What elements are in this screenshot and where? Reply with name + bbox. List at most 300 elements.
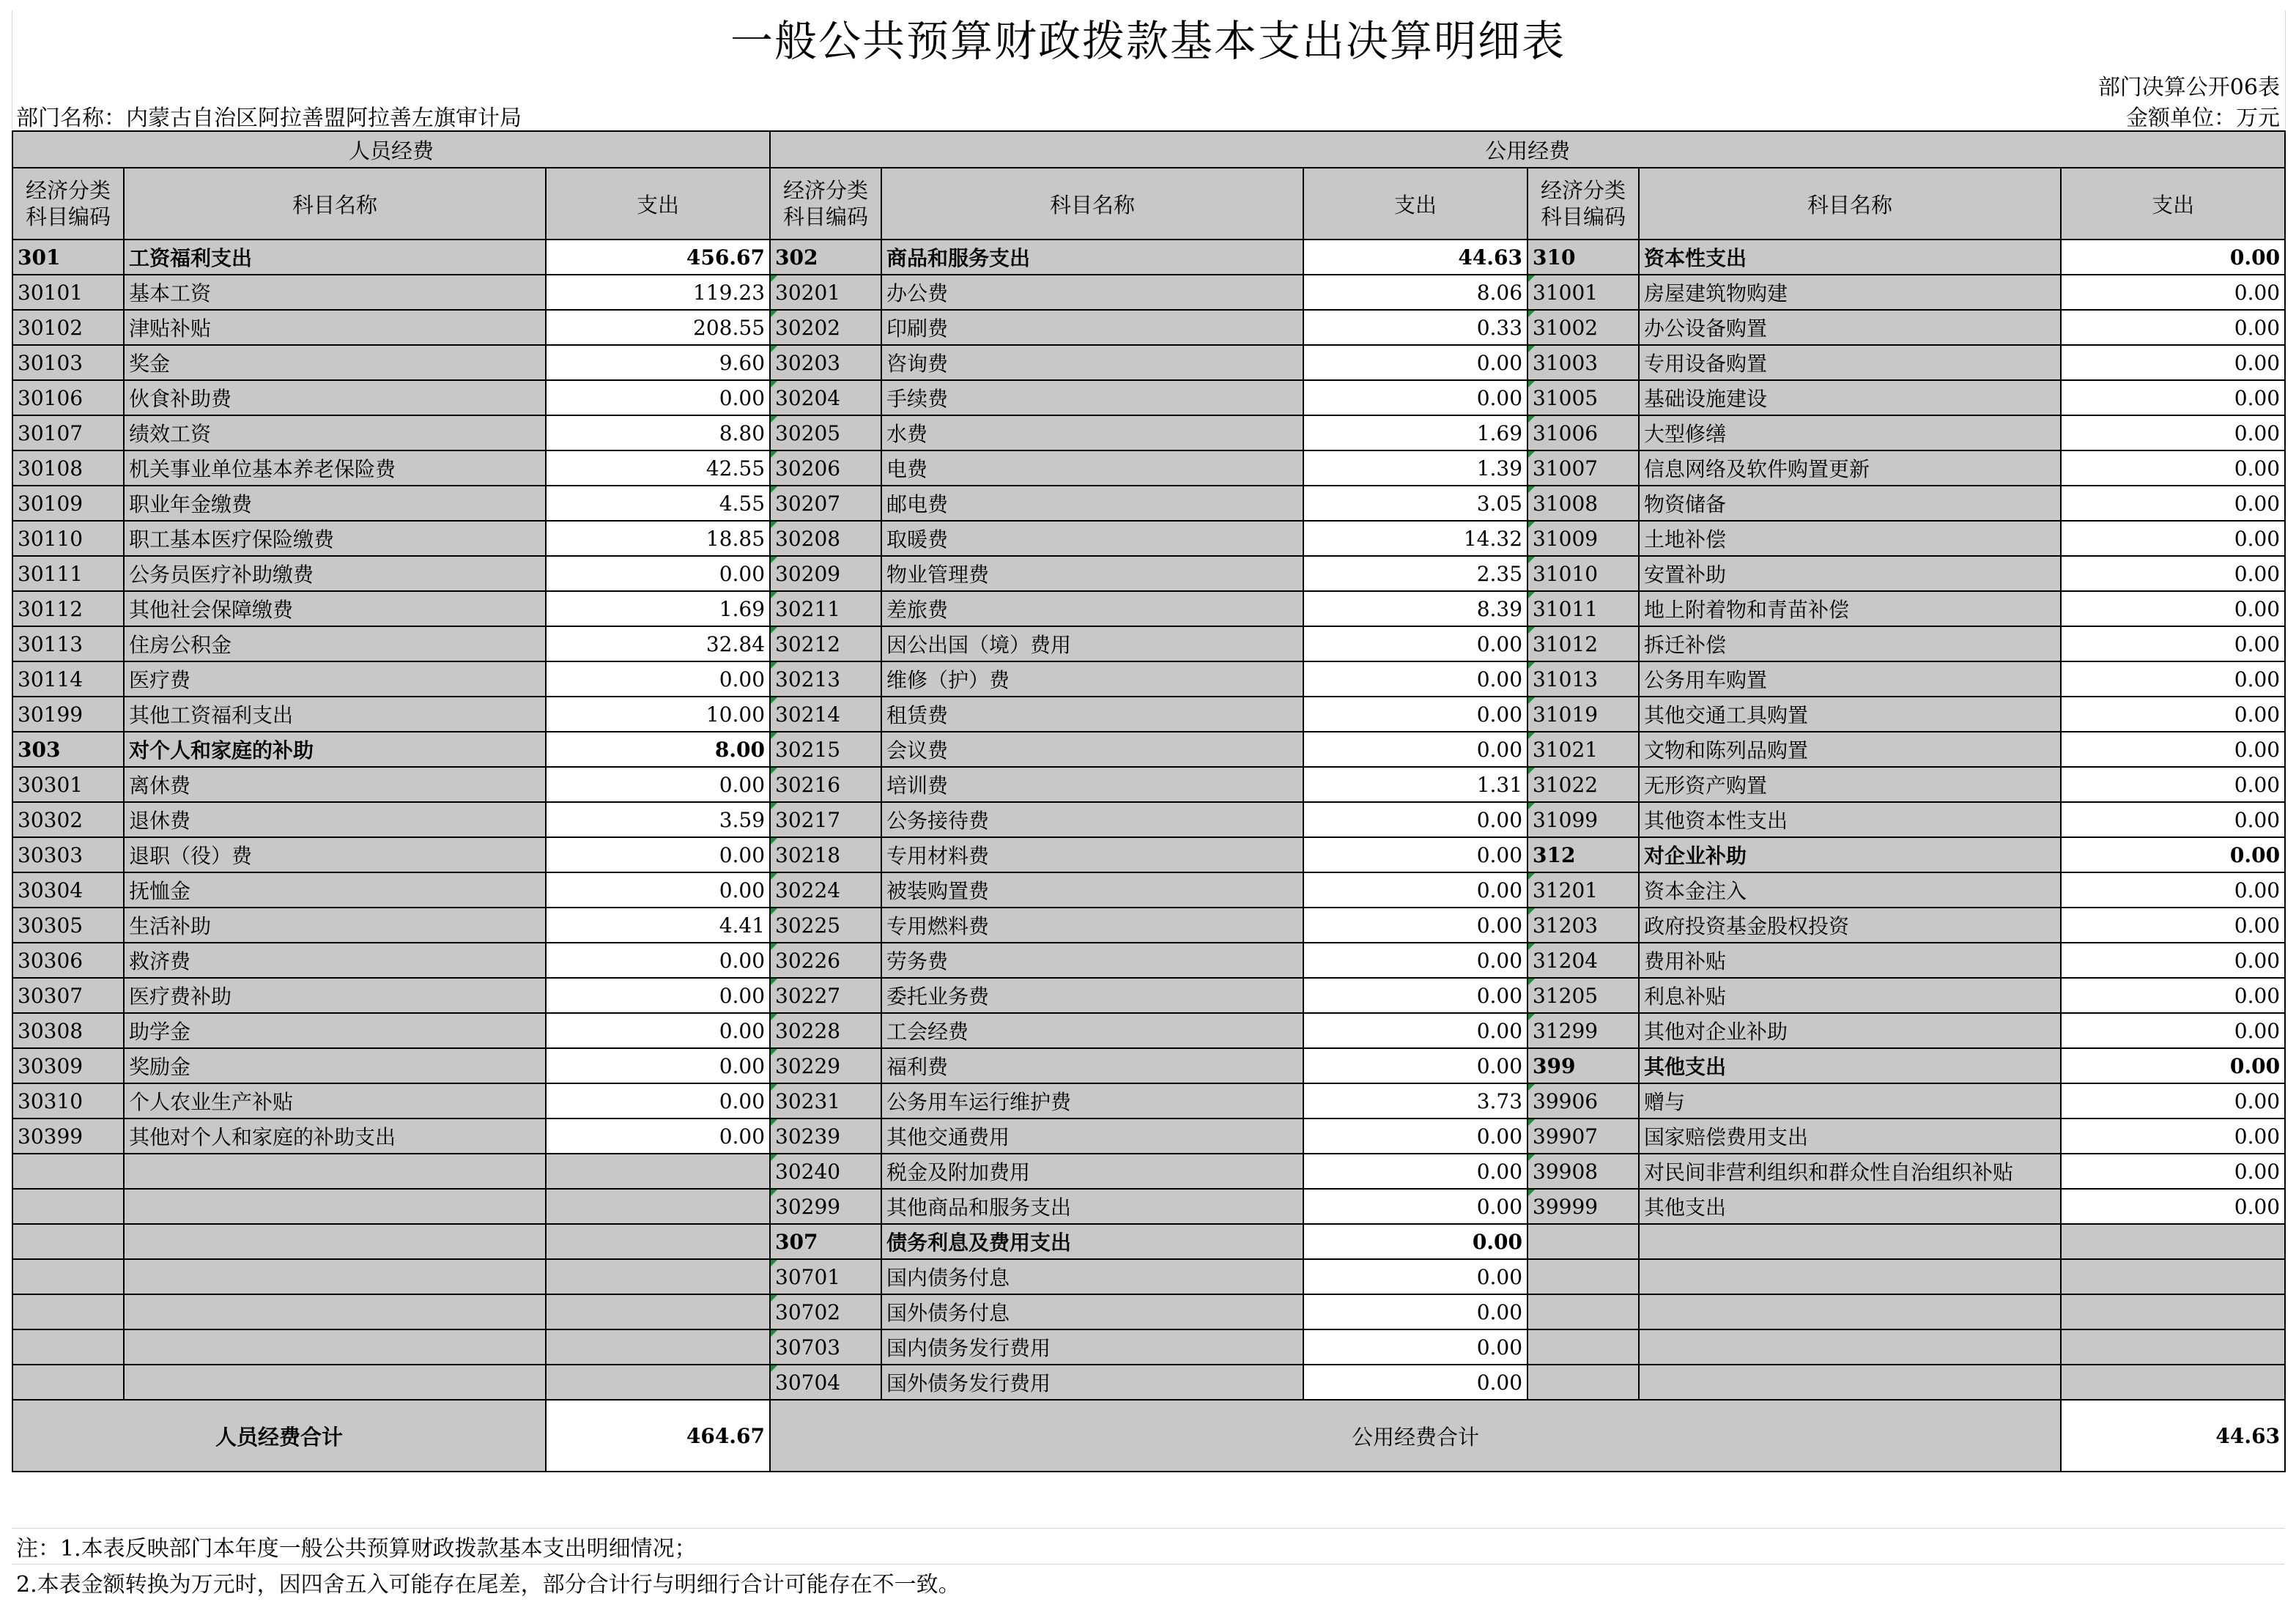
amount-cell: 0.00	[546, 978, 770, 1013]
code-cell: 30228	[770, 1013, 881, 1048]
table-row	[12, 1013, 2285, 1048]
table-row	[12, 697, 2285, 732]
table-row	[12, 1083, 2285, 1119]
name-cell: 对民间非营利组织和群众性自治组织补贴	[1639, 1154, 2061, 1189]
code-cell: 30216	[770, 767, 881, 802]
name-cell: 办公费	[881, 275, 1303, 310]
table-row	[12, 591, 2285, 626]
code-cell: 30213	[770, 661, 881, 697]
amount-cell: 0.00	[2061, 1048, 2285, 1083]
code-cell: 30206	[770, 450, 881, 486]
code-cell: 31203	[1527, 908, 1639, 943]
table-row	[12, 1259, 2285, 1294]
code-cell: 30112	[12, 591, 124, 626]
amount-cell: 0.00	[2061, 345, 2285, 380]
code-cell: 302	[770, 240, 881, 275]
amount-cell: 0.00	[1303, 1154, 1527, 1189]
name-cell: 劳务费	[881, 943, 1303, 978]
name-cell: 政府投资基金股权投资	[1639, 908, 2061, 943]
amount-cell: 0.00	[546, 556, 770, 591]
table-row	[12, 1329, 2285, 1365]
name-cell: 其他资本性支出	[1639, 802, 2061, 837]
amount-cell	[546, 1294, 770, 1329]
title-row	[12, 10, 2284, 64]
name-cell	[1639, 1259, 2061, 1294]
name-cell: 对企业补助	[1639, 837, 2061, 872]
name-cell	[124, 1294, 546, 1329]
personnel-total-value: 464.67	[546, 1400, 770, 1472]
name-cell: 其他工资福利支出	[124, 697, 546, 732]
code-cell: 31299	[1527, 1013, 1639, 1048]
amount-cell: 0.00	[1303, 345, 1527, 380]
amount-cell	[2061, 1224, 2285, 1259]
code-cell: 31005	[1527, 380, 1639, 415]
amount-cell: 0.00	[2061, 380, 2285, 415]
amount-cell: 0.00	[1303, 908, 1527, 943]
code-cell: 30102	[12, 310, 124, 345]
name-cell: 专用燃料费	[881, 908, 1303, 943]
name-cell: 医疗费	[124, 661, 546, 697]
name-cell: 基本工资	[124, 275, 546, 310]
amount-cell: 0.00	[1303, 1013, 1527, 1048]
table-number: 部门决算公开06表	[2097, 75, 2280, 100]
code-cell: 30204	[770, 380, 881, 415]
amount-cell: 0.00	[2061, 802, 2285, 837]
amount-cell: 0.00	[2061, 872, 2285, 908]
name-cell: 国家赔偿费用支出	[1639, 1119, 2061, 1154]
note-2: 2.本表金额转换为万元时，因四舍五入可能存在尾差，部分合计行与明细行合计可能存在不一致。	[12, 1564, 2284, 1600]
code-cell: 31099	[1527, 802, 1639, 837]
name-cell: 信息网络及软件购置更新	[1639, 450, 2061, 486]
public-total-label: 公用经费合计	[770, 1400, 2061, 1472]
code-cell	[1527, 1329, 1639, 1365]
code-cell: 31006	[1527, 415, 1639, 450]
amount-cell: 0.00	[2061, 591, 2285, 626]
name-cell: 机关事业单位基本养老保险费	[124, 450, 546, 486]
amount-cell: 0.00	[2061, 275, 2285, 310]
code-cell: 30304	[12, 872, 124, 908]
table-row	[12, 450, 2285, 486]
name-cell: 奖励金	[124, 1048, 546, 1083]
name-cell: 印刷费	[881, 310, 1303, 345]
name-cell: 水费	[881, 415, 1303, 450]
code-cell: 30310	[12, 1083, 124, 1119]
name-cell	[124, 1259, 546, 1294]
table-row	[12, 240, 2285, 275]
name-cell	[124, 1224, 546, 1259]
amount-cell: 42.55	[546, 450, 770, 486]
name-cell	[1639, 1294, 2061, 1329]
code-cell: 30103	[12, 345, 124, 380]
code-cell: 30211	[770, 591, 881, 626]
amount-cell	[546, 1259, 770, 1294]
amount-cell: 0.00	[1303, 1365, 1527, 1400]
code-cell: 31011	[1527, 591, 1639, 626]
code-cell: 30201	[770, 275, 881, 310]
name-cell: 退职（役）费	[124, 837, 546, 872]
name-cell: 办公设备购置	[1639, 310, 2061, 345]
name-cell	[124, 1365, 546, 1400]
code-cell: 307	[770, 1224, 881, 1259]
amount-cell: 0.00	[2061, 661, 2285, 697]
amount-cell	[546, 1154, 770, 1189]
amount-cell: 0.00	[2061, 240, 2285, 275]
personnel-header: 人员经费	[12, 131, 770, 168]
name-cell: 其他交通费用	[881, 1119, 1303, 1154]
amount-cell: 0.00	[1303, 380, 1527, 415]
name-cell: 助学金	[124, 1013, 546, 1048]
amount-cell: 0.00	[1303, 802, 1527, 837]
amount-cell: 0.00	[1303, 732, 1527, 767]
name-cell	[124, 1329, 546, 1365]
amount-cell: 0.00	[1303, 661, 1527, 697]
name-cell: 专用设备购置	[1639, 345, 2061, 380]
amount-cell: 0.00	[2061, 310, 2285, 345]
amount-cell: 0.00	[1303, 1119, 1527, 1154]
table-row	[12, 380, 2285, 415]
code-cell	[1527, 1224, 1639, 1259]
code-cell: 30209	[770, 556, 881, 591]
code-cell: 31007	[1527, 450, 1639, 486]
amount-cell: 0.00	[2061, 1189, 2285, 1224]
name-cell	[1639, 1365, 2061, 1400]
name-cell: 工资福利支出	[124, 240, 546, 275]
name-cell: 其他支出	[1639, 1189, 2061, 1224]
name-cell: 绩效工资	[124, 415, 546, 450]
name-cell: 其他对个人和家庭的补助支出	[124, 1119, 546, 1154]
code-cell: 30111	[12, 556, 124, 591]
table-row	[12, 1189, 2285, 1224]
code-cell: 31201	[1527, 872, 1639, 908]
name-cell: 奖金	[124, 345, 546, 380]
info-row	[12, 100, 2284, 132]
code-cell: 39908	[1527, 1154, 1639, 1189]
table-row	[12, 872, 2285, 908]
table-row	[12, 802, 2285, 837]
name-cell: 住房公积金	[124, 626, 546, 661]
name-cell: 工会经费	[881, 1013, 1303, 1048]
name-cell: 委托业务费	[881, 978, 1303, 1013]
name-cell: 其他支出	[1639, 1048, 2061, 1083]
amount-cell: 32.84	[546, 626, 770, 661]
table-row	[12, 837, 2285, 872]
name-cell: 会议费	[881, 732, 1303, 767]
code-cell: 31022	[1527, 767, 1639, 802]
code-cell: 30114	[12, 661, 124, 697]
code-cell: 31204	[1527, 943, 1639, 978]
code-cell: 30399	[12, 1119, 124, 1154]
code-cell: 31012	[1527, 626, 1639, 661]
name-header: 科目名称	[124, 168, 546, 240]
amount-cell: 0.00	[2061, 837, 2285, 872]
code-cell: 30218	[770, 837, 881, 872]
code-cell: 30109	[12, 486, 124, 521]
name-cell: 国外债务付息	[881, 1294, 1303, 1329]
name-cell: 其他交通工具购置	[1639, 697, 2061, 732]
name-cell: 咨询费	[881, 345, 1303, 380]
amount-cell: 9.60	[546, 345, 770, 380]
name-cell: 公务接待费	[881, 802, 1303, 837]
amount-cell: 0.00	[2061, 908, 2285, 943]
table-row	[12, 1294, 2285, 1329]
amount-cell: 0.00	[2061, 767, 2285, 802]
table-row	[12, 275, 2285, 310]
name-cell: 职工基本医疗保险缴费	[124, 521, 546, 556]
name-cell: 公务用车运行维护费	[881, 1083, 1303, 1119]
amount-cell: 0.00	[546, 872, 770, 908]
table-row	[12, 767, 2285, 802]
code-cell: 31001	[1527, 275, 1639, 310]
page-title: 一般公共预算财政拨款基本支出决算明细表	[730, 16, 1566, 66]
name-cell: 个人农业生产补贴	[124, 1083, 546, 1119]
code-cell: 30231	[770, 1083, 881, 1119]
table-row	[12, 1224, 2285, 1259]
code-cell: 31019	[1527, 697, 1639, 732]
code-cell: 30208	[770, 521, 881, 556]
table-row	[12, 978, 2285, 1013]
name-cell: 其他商品和服务支出	[881, 1189, 1303, 1224]
amount-cell	[546, 1189, 770, 1224]
table-row	[12, 626, 2285, 661]
amount-cell: 4.41	[546, 908, 770, 943]
totals-row	[12, 1400, 2285, 1472]
name-cell: 福利费	[881, 1048, 1303, 1083]
code-cell: 31013	[1527, 661, 1639, 697]
code-cell: 39999	[1527, 1189, 1639, 1224]
code-cell	[1527, 1294, 1639, 1329]
table-row	[12, 1048, 2285, 1083]
code-cell: 31009	[1527, 521, 1639, 556]
name-cell: 维修（护）费	[881, 661, 1303, 697]
amount-cell: 0.00	[546, 837, 770, 872]
amount-cell: 0.00	[2061, 697, 2285, 732]
amount-cell: 0.00	[1303, 837, 1527, 872]
amount-cell	[546, 1224, 770, 1259]
code-cell: 30306	[12, 943, 124, 978]
amount-cell: 0.00	[2061, 1119, 2285, 1154]
code-cell: 30101	[12, 275, 124, 310]
amount-cell: 0.00	[1303, 872, 1527, 908]
amount-cell: 0.00	[2061, 732, 2285, 767]
table-row	[12, 943, 2285, 978]
code-cell: 30224	[770, 872, 881, 908]
code-cell	[12, 1294, 124, 1329]
amount-cell: 0.00	[2061, 1154, 2285, 1189]
amount-cell: 0.00	[546, 943, 770, 978]
name-cell: 培训费	[881, 767, 1303, 802]
code-cell: 30240	[770, 1154, 881, 1189]
code-cell: 30309	[12, 1048, 124, 1083]
name-cell: 物业管理费	[881, 556, 1303, 591]
table-row	[12, 345, 2285, 380]
code-cell	[12, 1154, 124, 1189]
code-cell: 30113	[12, 626, 124, 661]
name-cell: 拆迁补偿	[1639, 626, 2061, 661]
name-cell: 其他社会保障缴费	[124, 591, 546, 626]
code-cell	[12, 1365, 124, 1400]
amount-cell: 0.00	[1303, 1294, 1527, 1329]
note-1: 注：1.本表反映部门本年度一般公共预算财政拨款基本支出明细情况；	[12, 1528, 2284, 1564]
public-header: 公用经费	[770, 131, 2285, 168]
amount-cell: 0.00	[2061, 943, 2285, 978]
code-cell: 30110	[12, 521, 124, 556]
code-cell	[1527, 1259, 1639, 1294]
code-cell: 30199	[12, 697, 124, 732]
name-cell: 离休费	[124, 767, 546, 802]
amount-cell: 0.00	[2061, 415, 2285, 450]
name-cell: 其他对企业补助	[1639, 1013, 2061, 1048]
name-cell	[1639, 1329, 2061, 1365]
name-cell: 医疗费补助	[124, 978, 546, 1013]
name-cell	[1639, 1224, 2061, 1259]
amount-cell: 44.63	[1303, 240, 1527, 275]
name-cell: 差旅费	[881, 591, 1303, 626]
code-cell: 30202	[770, 310, 881, 345]
code-cell: 30106	[12, 380, 124, 415]
name-cell	[124, 1154, 546, 1189]
code-cell: 30308	[12, 1013, 124, 1048]
code-cell: 303	[12, 732, 124, 767]
name-cell: 物资储备	[1639, 486, 2061, 521]
amount-cell: 4.55	[546, 486, 770, 521]
amount-cell: 208.55	[546, 310, 770, 345]
amount-cell	[2061, 1329, 2285, 1365]
code-cell: 30703	[770, 1329, 881, 1365]
column-header-row	[12, 168, 2285, 240]
table-row	[12, 521, 2285, 556]
amount-cell: 0.00	[1303, 1189, 1527, 1224]
table-row	[12, 1119, 2285, 1154]
name-cell: 税金及附加费用	[881, 1154, 1303, 1189]
amount-cell: 0.00	[1303, 1259, 1527, 1294]
amount-cell: 0.00	[1303, 978, 1527, 1013]
name-cell: 赠与	[1639, 1083, 2061, 1119]
table-row	[12, 310, 2285, 345]
table-row	[12, 732, 2285, 767]
name-cell: 伙食补助费	[124, 380, 546, 415]
amount-cell: 0.00	[546, 380, 770, 415]
amount-cell: 0.00	[546, 661, 770, 697]
code-header: 经济分类科目编码	[1527, 168, 1639, 240]
amount-cell: 1.31	[1303, 767, 1527, 802]
table-row	[12, 486, 2285, 521]
code-cell: 30702	[770, 1294, 881, 1329]
name-header: 科目名称	[1639, 168, 2061, 240]
amount-cell: 119.23	[546, 275, 770, 310]
amount-cell: 18.85	[546, 521, 770, 556]
amount-cell: 0.33	[1303, 310, 1527, 345]
name-cell	[124, 1189, 546, 1224]
code-cell	[12, 1189, 124, 1224]
amount-cell	[2061, 1259, 2285, 1294]
code-cell: 30307	[12, 978, 124, 1013]
name-cell: 文物和陈列品购置	[1639, 732, 2061, 767]
amount-cell: 0.00	[1303, 1048, 1527, 1083]
code-cell: 30302	[12, 802, 124, 837]
code-cell: 31021	[1527, 732, 1639, 767]
name-cell: 对个人和家庭的补助	[124, 732, 546, 767]
name-cell: 商品和服务支出	[881, 240, 1303, 275]
amount-cell: 8.00	[546, 732, 770, 767]
department-name: 部门名称：内蒙古自治区阿拉善盟阿拉善左旗审计局	[16, 105, 522, 131]
name-cell: 生活补助	[124, 908, 546, 943]
name-cell: 退休费	[124, 802, 546, 837]
code-cell: 30704	[770, 1365, 881, 1400]
name-cell: 资本金注入	[1639, 872, 2061, 908]
name-cell: 债务利息及费用支出	[881, 1224, 1303, 1259]
code-cell: 310	[1527, 240, 1639, 275]
code-cell: 30301	[12, 767, 124, 802]
table-number-row	[12, 69, 2284, 101]
amount-cell: 3.05	[1303, 486, 1527, 521]
code-cell: 30227	[770, 978, 881, 1013]
name-cell: 因公出国（境）费用	[881, 626, 1303, 661]
code-cell: 399	[1527, 1048, 1639, 1083]
code-header: 经济分类科目编码	[12, 168, 124, 240]
table-row	[12, 661, 2285, 697]
code-cell: 30303	[12, 837, 124, 872]
name-cell: 国外债务发行费用	[881, 1365, 1303, 1400]
code-cell: 30212	[770, 626, 881, 661]
amount-cell: 0.00	[2061, 521, 2285, 556]
code-cell: 30239	[770, 1119, 881, 1154]
amount-cell: 0.00	[2061, 626, 2285, 661]
code-cell: 30215	[770, 732, 881, 767]
personnel-total-label: 人员经费合计	[12, 1400, 546, 1472]
amount-cell	[546, 1329, 770, 1365]
name-cell: 地上附着物和青苗补偿	[1639, 591, 2061, 626]
amount-cell: 0.00	[1303, 1329, 1527, 1365]
name-cell: 资本性支出	[1639, 240, 2061, 275]
code-cell: 39906	[1527, 1083, 1639, 1119]
amount-cell: 14.32	[1303, 521, 1527, 556]
amount-cell: 0.00	[1303, 1224, 1527, 1259]
amount-cell: 1.69	[546, 591, 770, 626]
name-cell: 基础设施建设	[1639, 380, 2061, 415]
name-cell: 邮电费	[881, 486, 1303, 521]
code-header: 经济分类科目编码	[770, 168, 881, 240]
name-cell: 抚恤金	[124, 872, 546, 908]
code-cell: 301	[12, 240, 124, 275]
amount-cell	[2061, 1294, 2285, 1329]
group-header-row	[12, 131, 2285, 168]
code-cell: 30203	[770, 345, 881, 380]
name-cell: 公务员医疗补助缴费	[124, 556, 546, 591]
amount-cell: 0.00	[2061, 1013, 2285, 1048]
name-cell: 专用材料费	[881, 837, 1303, 872]
amount-header: 支出	[546, 168, 770, 240]
code-cell: 30305	[12, 908, 124, 943]
code-cell: 30229	[770, 1048, 881, 1083]
code-cell: 39907	[1527, 1119, 1639, 1154]
amount-cell: 0.00	[2061, 978, 2285, 1013]
code-cell: 30225	[770, 908, 881, 943]
name-cell: 职业年金缴费	[124, 486, 546, 521]
amount-header: 支出	[2061, 168, 2285, 240]
amount-cell: 0.00	[2061, 486, 2285, 521]
amount-cell: 0.00	[1303, 697, 1527, 732]
code-cell: 30701	[770, 1259, 881, 1294]
table-row	[12, 556, 2285, 591]
name-cell: 安置补助	[1639, 556, 2061, 591]
code-cell: 30205	[770, 415, 881, 450]
name-cell: 费用补贴	[1639, 943, 2061, 978]
amount-cell: 0.00	[2061, 450, 2285, 486]
amount-cell: 1.39	[1303, 450, 1527, 486]
name-cell: 被装购置费	[881, 872, 1303, 908]
table-row	[12, 1365, 2285, 1400]
amount-header: 支出	[1303, 168, 1527, 240]
